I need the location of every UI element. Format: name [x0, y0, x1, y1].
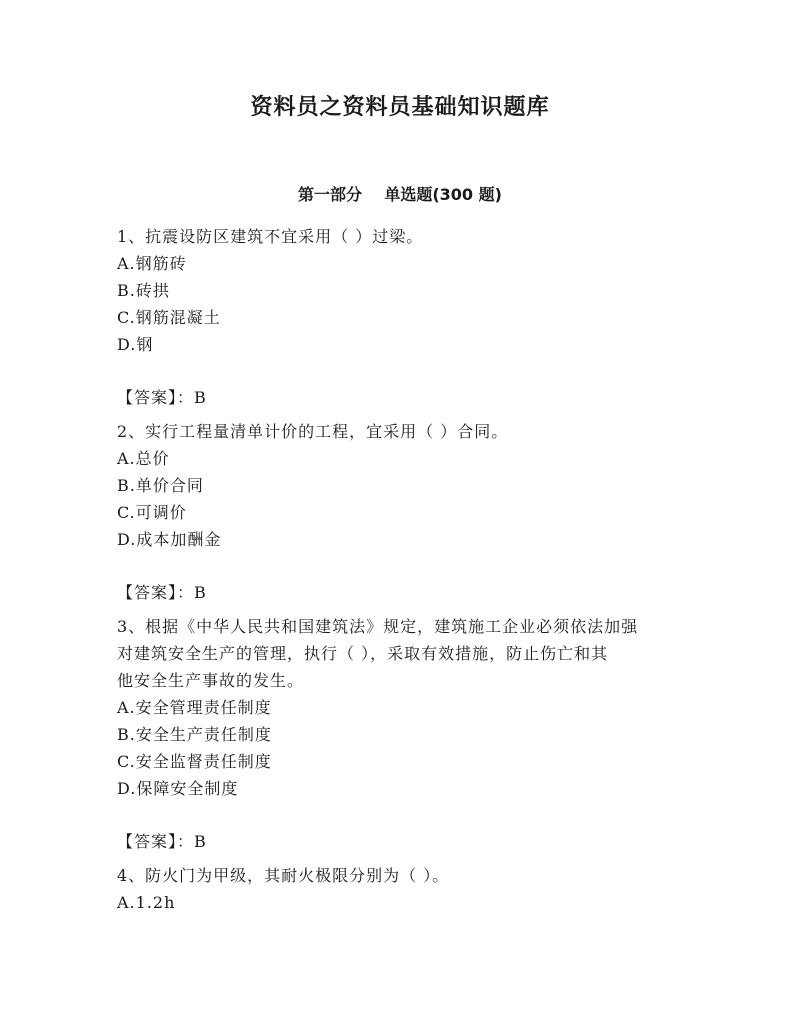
question-text-line-2: 对建筑安全生产的管理，执行（ ），采取有效措施，防止伤亡和其	[117, 644, 609, 663]
question-1	[117, 223, 687, 411]
option-c: C.可调价	[117, 503, 187, 522]
spacer	[117, 553, 687, 579]
question-text: 2、实行工程量清单计价的工程，宜采用（ ）合同。	[117, 422, 509, 441]
spacer	[117, 802, 687, 828]
question-text-line-3: 他安全生产事故的发生。	[117, 671, 305, 690]
option-b: B.单价合同	[117, 476, 204, 495]
option-c: C.钢筋混凝土	[117, 308, 221, 327]
option-c: C.安全监督责任制度	[117, 752, 272, 771]
answer-label: 【答案】：B	[117, 583, 207, 602]
answer-label: 【答案】：B	[117, 388, 207, 407]
spacer	[117, 358, 687, 384]
option-b: B.砖拱	[117, 281, 170, 300]
option-b: B.安全生产责任制度	[117, 725, 272, 744]
option-a: A.1.2h	[117, 893, 176, 912]
option-d: D.钢	[117, 335, 154, 354]
option-a: A.安全管理责任制度	[117, 698, 272, 717]
option-a: A.总价	[117, 449, 170, 468]
option-d: D.成本加酬金	[117, 530, 222, 549]
question-4	[117, 862, 687, 916]
document-title: 资料员之资料员基础知识题库	[250, 95, 550, 120]
question-text: 1、抗震设防区建筑不宜采用（ ）过梁。	[117, 227, 424, 246]
section-title: 第一部分 单选题(300 题)	[298, 185, 502, 204]
option-d: D.保障安全制度	[117, 779, 239, 798]
option-a: A.钢筋砖	[117, 254, 187, 273]
question-2	[117, 418, 687, 606]
question-text: 4、防火门为甲级，其耐火极限分别为（ ）。	[117, 866, 450, 885]
question-list	[117, 223, 687, 916]
answer-label: 【答案】：B	[117, 832, 207, 851]
question-3	[117, 613, 687, 855]
question-text-line-1: 3、根据《中华人民共和国建筑法》规定，建筑施工企业必须依法加强	[117, 617, 639, 636]
